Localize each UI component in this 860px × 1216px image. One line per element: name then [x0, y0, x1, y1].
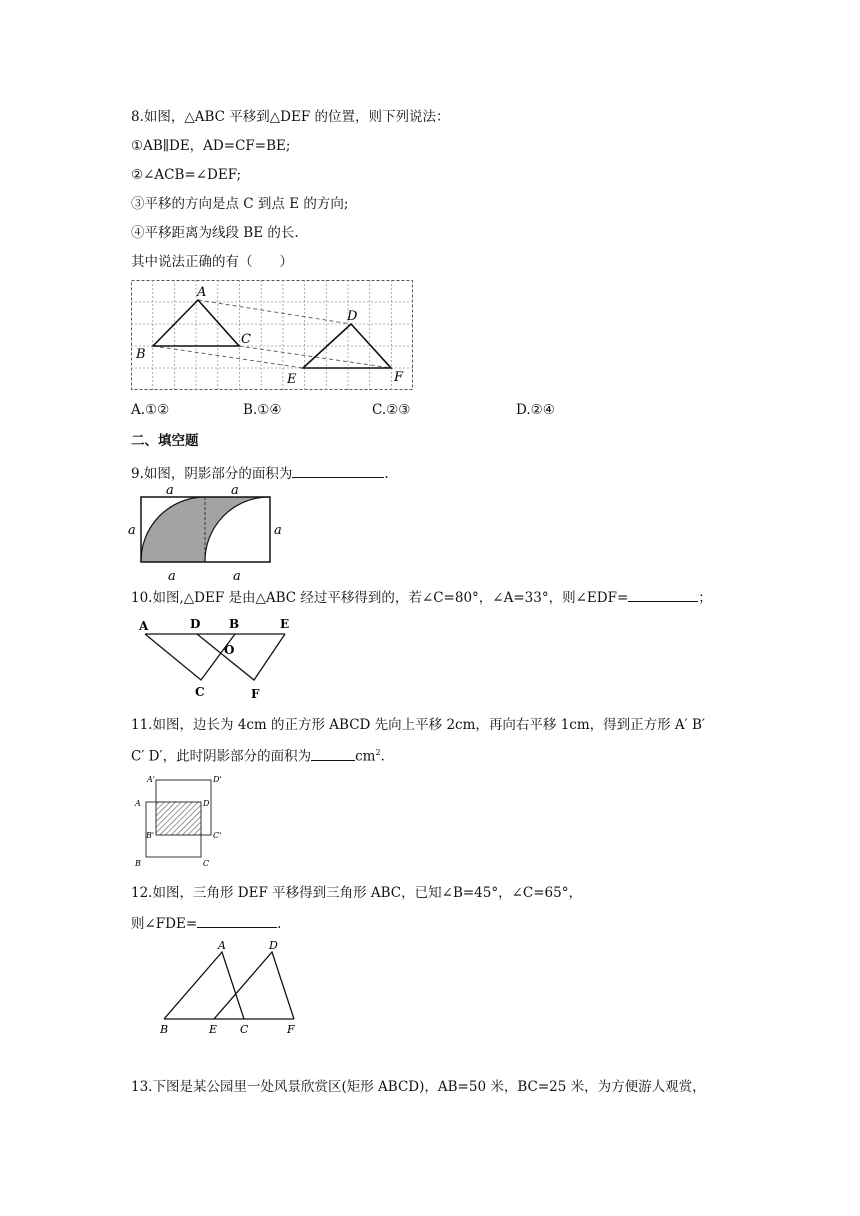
q12-label-c: C	[240, 1023, 249, 1036]
q11-label-a-prime: A'	[147, 775, 155, 784]
q10-label-c: C	[195, 685, 205, 699]
q12-label-a: A	[218, 939, 226, 952]
q11-label-b: B	[135, 859, 141, 868]
q13-line1: 13.下图是某公园里一处风景欣赏区(矩形 ABCD)，AB=50 米，BC=25 米，为方便游人观赏，	[131, 1079, 706, 1095]
q9-label-right: a	[274, 523, 282, 538]
q9-label-bottom-left: a	[168, 569, 176, 584]
q8-option-a: A.①②	[131, 402, 170, 418]
q9-line	[131, 463, 389, 483]
q8-stem: 8.如图，△ABC 平移到△DEF 的位置，则下列说法：	[131, 109, 450, 125]
q10-answer-blank	[628, 587, 698, 602]
q11-label-c-prime: C'	[213, 831, 222, 840]
q11-unit-exponent: 2	[375, 748, 381, 757]
q8-statement-2: ②∠ACB=∠DEF;	[131, 167, 242, 183]
q11-label-a: A	[135, 799, 141, 808]
q8-label-a: A	[197, 285, 207, 300]
q8-statement-1: ①AB∥DE，AD=CF=BE;	[131, 138, 291, 154]
q8-label-f: F	[394, 370, 404, 385]
q11-answer-blank	[311, 746, 355, 761]
q12-end: .	[277, 916, 282, 932]
q10-label-d: D	[190, 617, 201, 631]
q10-line	[131, 587, 712, 607]
q11-label-d-prime: D'	[213, 775, 222, 784]
q11-label-c: C	[203, 859, 210, 868]
q10-label-o: O	[224, 643, 235, 657]
q10-label-b: B	[229, 617, 240, 631]
q8-option-c: C.②③	[372, 402, 411, 418]
q12-label-e: E	[209, 1023, 218, 1036]
q8-option-d: D.②④	[516, 402, 555, 418]
q8-label-e: E	[287, 372, 297, 387]
q11-label-b-prime: B'	[146, 831, 155, 840]
q12-figure	[156, 936, 308, 1036]
q9-label-top-left: a	[166, 483, 174, 498]
q8-option-b: B.①④	[243, 402, 282, 418]
q9-label-bottom-right: a	[233, 569, 241, 584]
q10-label-e: E	[280, 617, 290, 631]
q12-label-d: D	[269, 939, 278, 952]
q12-label-b: B	[160, 1023, 169, 1036]
q9-label-left: a	[128, 523, 136, 538]
q9-label-top-right: a	[231, 483, 239, 498]
section-heading: 二、填空题	[131, 433, 199, 449]
q10-end: ；	[698, 590, 712, 606]
q8-label-d: D	[347, 309, 358, 324]
q8-grid-figure	[131, 280, 413, 390]
q8-statement-3: ③平移的方向是点 C 到点 E 的方向;	[131, 196, 349, 212]
q12-line2	[131, 913, 281, 933]
q10-figure	[131, 614, 306, 702]
q8-question: 其中说法正确的有（ ）	[131, 254, 293, 270]
q12-label-f: F	[287, 1023, 295, 1036]
q10-stem: 10.如图,△DEF 是由△ABC 经过平移得到的，若∠C=80°，∠A=33°，则∠EDF=	[131, 590, 629, 606]
q9-answer-blank	[292, 463, 384, 478]
q8-label-b: B	[136, 347, 146, 362]
q9-end: .	[384, 466, 389, 482]
q11-label-d: D	[203, 799, 210, 808]
q11-figure	[128, 770, 232, 868]
q12-answer-blank	[197, 913, 277, 928]
q10-label-a: A	[139, 619, 149, 633]
q12-line1: 12.如图，三角形 DEF 平移得到三角形 ABC，已知∠B=45°，∠C=65°，	[131, 885, 582, 901]
q12-stem: 则∠FDE=	[131, 916, 198, 932]
q8-statement-4: ④平移距离为线段 BE 的长.	[131, 225, 299, 241]
q11-unit: cm	[355, 748, 376, 765]
q8-label-c: C	[241, 332, 251, 347]
q11-stem: C′ D′，此时阴影部分的面积为	[131, 748, 312, 765]
q11-end: .	[380, 748, 385, 765]
q9-figure	[128, 482, 288, 584]
q11-line2	[131, 744, 385, 766]
q9-stem: 9.如图，阴影部分的面积为	[131, 466, 293, 482]
q10-label-f: F	[251, 687, 260, 701]
q11-line1: 11.如图，边长为 4cm 的正方形 ABCD 先向上平移 2cm，再向右平移 1cm，得到正方形 A′ B′	[131, 717, 706, 733]
